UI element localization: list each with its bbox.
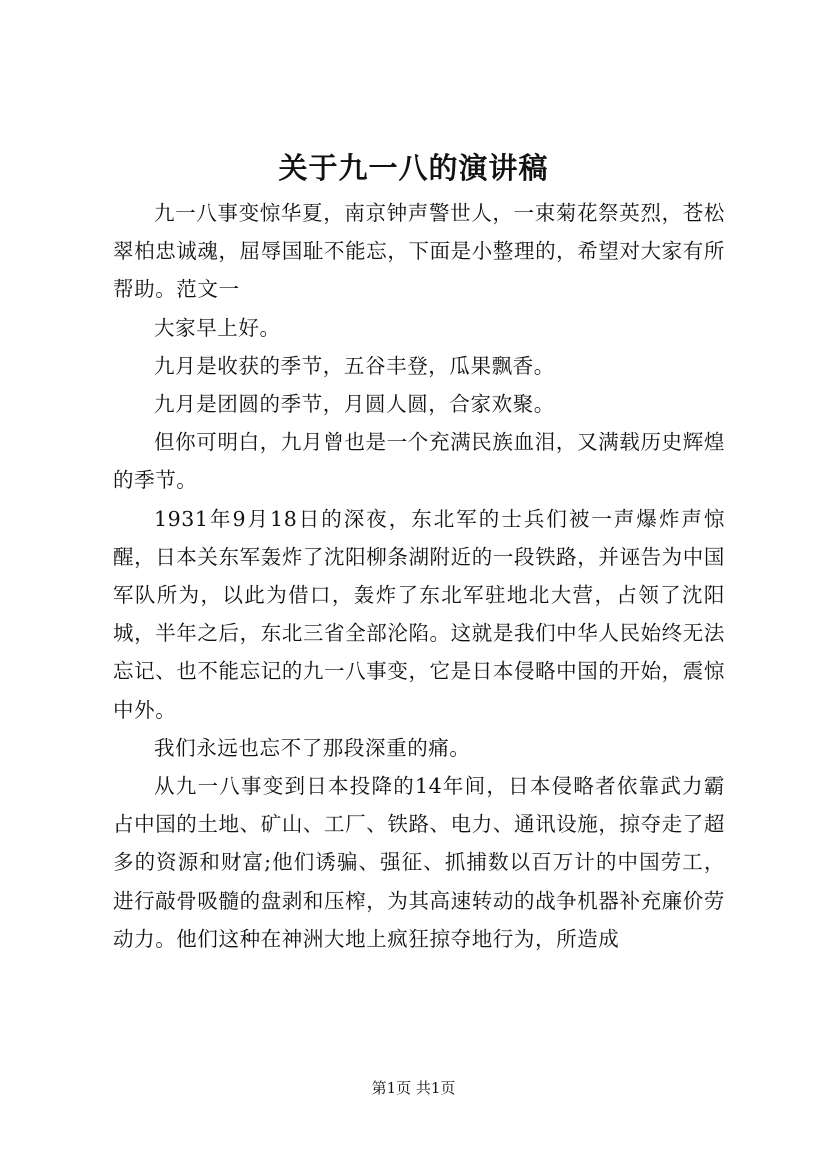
paragraph-intro: 九一八事变惊华夏，南京钟声警世人，一束菊花祭英烈，苍松翠柏忠诚魂，屈辱国耻不能忘，下面是小整理的，希望对大家有所帮助。范文一 — [113, 201, 725, 302]
paragraph-greeting: 大家早上好。 — [154, 315, 281, 340]
document-body — [113, 194, 725, 958]
paragraph-plunder: 从九一八事变到日本投降的14年间，日本侵略者依靠武力霸占中国的土地、矿山、工厂、铁路、电力、通讯设施，掠夺走了超多的资源和财富;他们诱骗、强征、抓捕数以百万计的中国劳工，进行敲骨吸髓的盘剥和压榨，为其高速转动的战争机器补充廉价劳动力。他们这种在神洲大地上疯狂掠夺地行为，所造成 — [113, 774, 725, 951]
paragraph-harvest: 九月是收获的季节，五谷丰登，瓜果飘香。 — [154, 353, 555, 378]
document-title: 关于九一八的演讲稿 — [278, 151, 549, 185]
paragraph-pain: 我们永远也忘不了那段深重的痛。 — [154, 735, 471, 760]
paragraph-history-season: 但你可明白，九月曾也是一个充满民族血泪，又满载历史辉煌的季节。 — [113, 430, 725, 493]
paragraph-incident: 1931年9月18日的深夜，东北军的士兵们被一声爆炸声惊醒，日本关东军轰炸了沈阳柳条湖附近的一段铁路，并诬告为中国军队所为，以此为借口，轰炸了东北军驻地北大营，占领了沈阳城，半年之后，东北三省全部沦陷。这就是我们中华人民始终无法忘记、也不能忘记的九一八事变，它是日本侵略中国的开始，震惊中外。 — [113, 506, 725, 722]
page-number-footer: 第1页 共1页 — [371, 1079, 456, 1097]
paragraph-reunion: 九月是团圆的季节，月圆人圆，合家欢聚。 — [154, 392, 555, 417]
